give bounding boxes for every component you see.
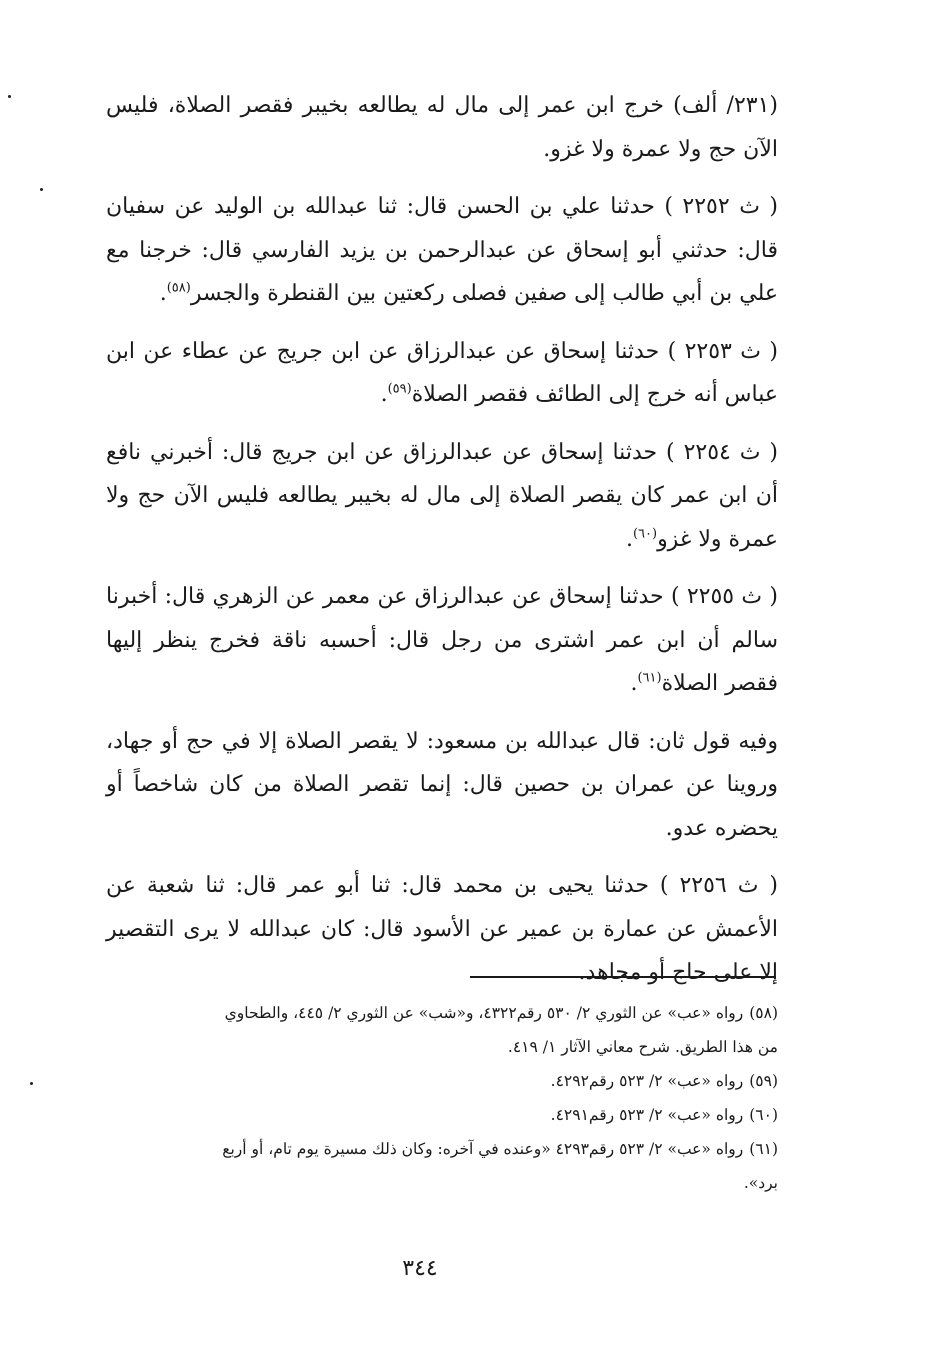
footnote-ref-61[interactable]: (٦١) bbox=[637, 670, 662, 686]
paragraph-intro bbox=[106, 84, 778, 171]
footnote-59 bbox=[106, 1064, 778, 1098]
footnote-58 bbox=[106, 996, 778, 1030]
footnote-number: (٥٩) bbox=[749, 1072, 778, 1090]
paragraph-text: ( ث ٢٢٥٥ ) حدثنا إسحاق عن عبدالرزاق عن معمر عن الزهري قال: أخبرنا سالم أن ابن عمر اشترى من رجل قال: أحسبه ناقة فخرج ينظر إليها فقصر الصلاة bbox=[106, 584, 779, 696]
scan-speck bbox=[8, 95, 11, 98]
footnote-ref-60[interactable]: (٦٠) bbox=[632, 526, 658, 542]
footnote-number: (٦٠) bbox=[749, 1106, 778, 1124]
footnote-text: رواه «عب» عن الثوري ٢/ ٥٣٠ رقم٤٣٢٢، و«شب» عن الثوري ٢/ ٤٤٥، والطحاوي bbox=[224, 1004, 744, 1022]
paragraph-athar-2255: ( ث ٢٢٥٥ ) حدثنا إسحاق عن عبدالرزاق عن معمر عن الزهري قال: أخبرنا سالم أن ابن عمر اشترى من رجل قال: أحسبه ناقة فخرج ينظر إليها فقصر الصلاة$^{(٦١)}$. bbox=[106, 584, 779, 696]
footnote-ref-59[interactable]: (٥٩) bbox=[387, 381, 412, 397]
paragraph-athar-2253: ( ث ٢٢٥٣ ) حدثنا إسحاق عن عبدالرزاق عن ابن جريج عن عطاء عن ابن عباس أنه خرج إلى الطائف فقصر الصلاة$^{(٥٩)}$. bbox=[106, 338, 779, 407]
paragraph-text: ( ث ٢٢٥٣ ) حدثنا إسحاق عن عبدالرزاق عن ابن جريج عن عطاء عن ابن عباس أنه خرج إلى الطائف فقصر الصلاة bbox=[106, 338, 779, 407]
paragraph-text: ( ث ٢٢٥٦ ) حدثنا يحيى بن محمد قال: ثنا أبو عمر قال: ثنا شعبة عن الأعمش عن عمارة بن عمير عن الأسود قال: كان عبدالله لا يرى التقصير إلا على حاج أو مجاهد. bbox=[106, 873, 778, 985]
paragraph-text: وفيه قول ثان: قال عبدالله بن مسعود: لا يقصر الصلاة إلا في حج أو جهاد، وروينا عن عمران بن حصين قال: إنما تقصر الصلاة من كان شاخصاً أو يحضره عدو. bbox=[106, 728, 778, 841]
scan-speck bbox=[40, 188, 43, 191]
footnote-58-continuation: من هذا الطريق. شرح معاني الآثار ١/ ٤١٩. bbox=[507, 1038, 778, 1056]
footnote-text: رواه «عب» ٢/ ٥٢٣ رقم٤٢٩٢. bbox=[550, 1072, 744, 1090]
main-text bbox=[106, 84, 778, 1009]
footnote-number: (٥٨) bbox=[749, 1004, 778, 1022]
footnote-text: رواه «عب» ٢/ ٥٢٣ رقم٤٢٩١. bbox=[550, 1106, 744, 1124]
footnote-60 bbox=[106, 1098, 778, 1132]
paragraph-second-opinion bbox=[106, 720, 778, 851]
footnotes bbox=[106, 996, 778, 1200]
footnote-text: رواه «عب» ٢/ ٥٢٣ رقم٤٢٩٣ «وعنده في آخره: وكان ذلك مسيرة يوم تام، أو أربع bbox=[222, 1140, 744, 1158]
page-number: ٣٤٤ bbox=[402, 1256, 438, 1281]
paragraph-text: ( ث ٢٢٥٤ ) حدثنا إسحاق عن عبدالرزاق عن ابن جريج قال: أخبرني نافع أن ابن عمر كان يقصر الصلاة إلى مال له بخيبر يطالعه فليس الآن حج ولا عمرة ولا غزو bbox=[106, 439, 779, 552]
scan-speck bbox=[30, 1082, 33, 1085]
footnote-61-continuation: برد». bbox=[743, 1174, 778, 1192]
paragraph-text: (٢٣١/ ألف) خرج ابن عمر إلى مال له يطالعه بخيبر فقصر الصلاة، فليس الآن حج ولا عمرة ولا غزو. bbox=[106, 93, 778, 162]
paragraph-athar-2254: ( ث ٢٢٥٤ ) حدثنا إسحاق عن عبدالرزاق عن ابن جريج قال: أخبرني نافع أن ابن عمر كان يقصر الصلاة إلى مال له بخيبر يطالعه فليس الآن حج ولا عمرة ولا غزو$^{(٦٠)}$. bbox=[106, 439, 779, 552]
paragraph-athar-2252: ( ث ٢٢٥٢ ) حدثنا علي بن الحسن قال: ثنا عبدالله بن الوليد عن سفيان قال: حدثني أبو إسحاق عن عبدالرحمن بن يزيد الفارسي قال: خرجنا مع علي بن أبي طالب إلى صفين فصلى ركعتين بين القنطرة والجسر$^{(٥٨)}$. bbox=[106, 194, 778, 306]
paragraph-athar-2256 bbox=[106, 864, 778, 995]
footnote-divider bbox=[470, 976, 776, 978]
footnote-ref-58[interactable]: (٥٨) bbox=[166, 280, 191, 296]
paragraph-text: ( ث ٢٢٥٢ ) حدثنا علي بن الحسن قال: ثنا عبدالله بن الوليد عن سفيان قال: حدثني أبو إسحاق عن عبدالرحمن بن يزيد الفارسي قال: خرجنا مع علي بن أبي طالب إلى صفين فصلى ركعتين بين القنطرة والجسر bbox=[106, 194, 778, 306]
footnote-61 bbox=[106, 1132, 778, 1166]
footnote-number: (٦١) bbox=[749, 1140, 778, 1158]
